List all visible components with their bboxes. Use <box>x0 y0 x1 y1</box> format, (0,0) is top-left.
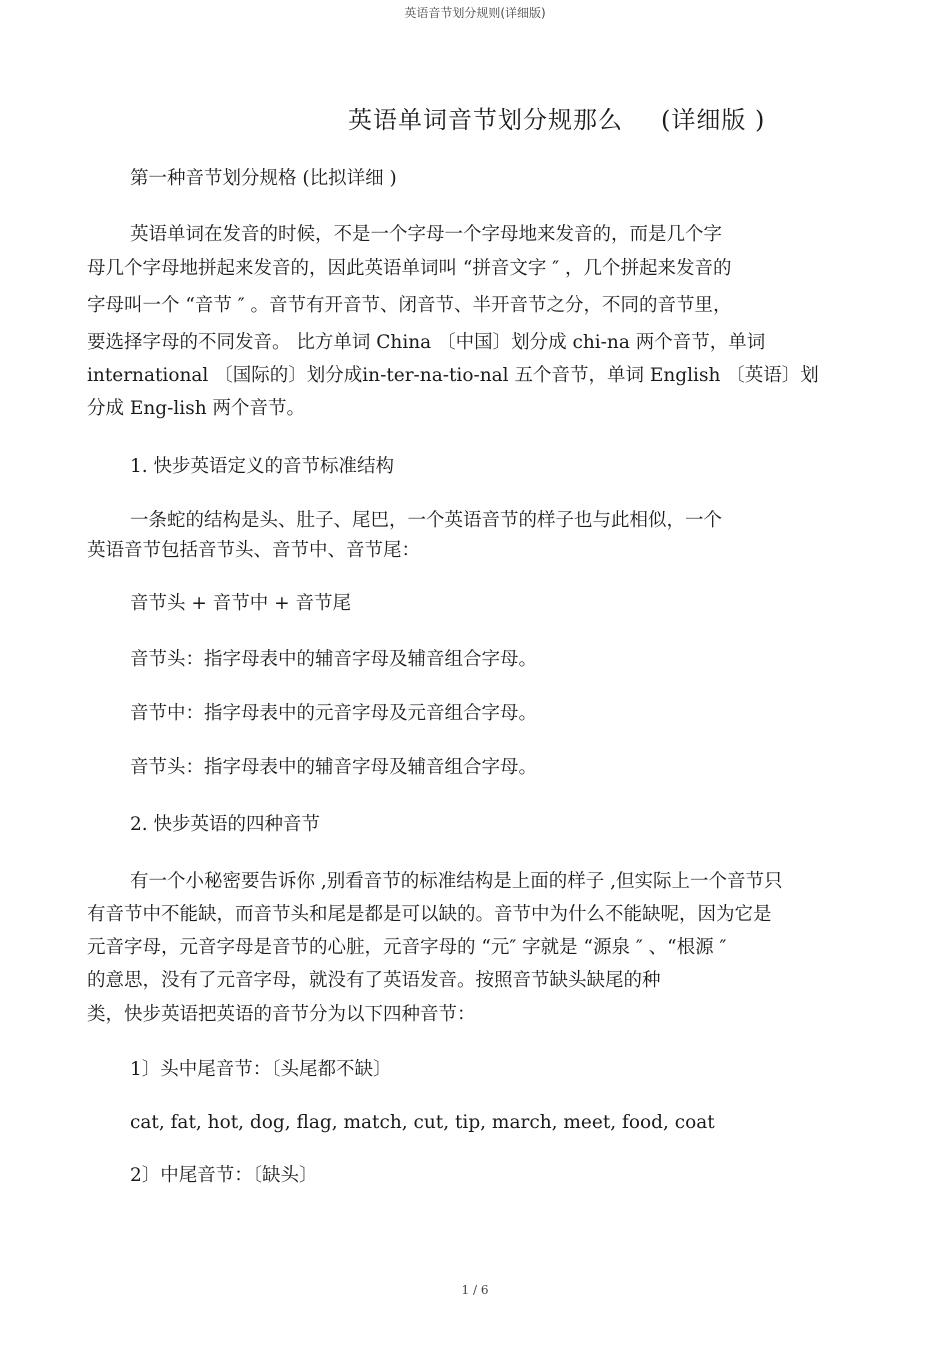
point2-line-2: 有音节中不能缺，而音节头和尾是都是可以缺的。音节中为什么不能缺呢，因为它是 <box>87 904 772 925</box>
intro-line-6: 分成 Eng-lish 两个音节。 <box>87 398 306 419</box>
syllable-formula: 音节头 + 音节中 + 音节尾 <box>130 593 352 614</box>
page-number: 1 / 6 <box>461 1283 489 1297</box>
document-title <box>348 100 765 135</box>
point2-line-3: 元音字母，元音字母是音节的心脏，元音字母的 “元″ 字就是 “源泉 ″ 、“根源 ″ <box>87 937 727 958</box>
point2-heading: 2. 快步英语的四种音节 <box>130 814 321 835</box>
intro-line-3: 字母叫一个 “音节 ″ 。音节有开音节、闭音节、半开音节之分，不同的音节里， <box>87 295 732 316</box>
type1-examples: cat, fat, hot, dog, flag, match, cut, tip, march, meet, food, coat <box>130 1112 715 1133</box>
point2-line-4: 的意思，没有了元音字母，就没有了英语发音。按照音节缺头缺尾的种 <box>87 970 661 991</box>
point1-para-line-2: 英语音节包括音节头、音节中、音节尾： <box>87 540 421 561</box>
intro-line-1: 英语单词在发音的时候，不是一个字母一个字母地来发音的，而是几个字 <box>130 224 723 245</box>
intro-line-5: international 〔国际的〕划分成in-ter-na-tio-nal 五个音节，单词 English 〔英语〕划 <box>87 365 819 386</box>
type1-label: 1〕头中尾音节：〔头尾都不缺〕 <box>130 1059 392 1080</box>
running-header: 英语音节划分规则(详细版) <box>404 6 546 20</box>
section-heading: 第一种音节划分规格 (比拟详细 ) <box>130 168 397 189</box>
intro-line-2: 母几个字母地拼起来发音的，因此英语单词叫 “拼音文字 ″ ，几个拼起来发音的 <box>87 258 732 279</box>
point1-para-line-1: 一条蛇的结构是头、肚子、尾巴，一个英语音节的样子也与此相似，一个 <box>130 510 723 531</box>
point2-line-5: 类，快步英语把英语的音节分为以下四种音节： <box>87 1004 476 1025</box>
type2-label: 2〕中尾音节：〔缺头〕 <box>130 1165 318 1186</box>
title-main: 英语单词音节划分规那么 <box>348 106 623 134</box>
definition-middle: 音节中：指字母表中的元音字母及元音组合字母。 <box>130 703 538 724</box>
title-suffix: (详细版 ) <box>661 106 766 134</box>
definition-head: 音节头：指字母表中的辅音字母及辅音组合字母。 <box>130 649 538 670</box>
point2-line-1: 有一个小秘密要告诉你 ,别看音节的标准结构是上面的样子 ,但实际上一个音节只 <box>130 871 783 892</box>
definition-tail: 音节头：指字母表中的辅音字母及辅音组合字母。 <box>130 757 538 778</box>
intro-line-4: 要选择字母的不同发音。 比方单词 China 〔中国〕划分成 chi-na 两个音节，单词 <box>87 332 766 353</box>
point1-heading: 1. 快步英语定义的音节标准结构 <box>130 456 395 477</box>
